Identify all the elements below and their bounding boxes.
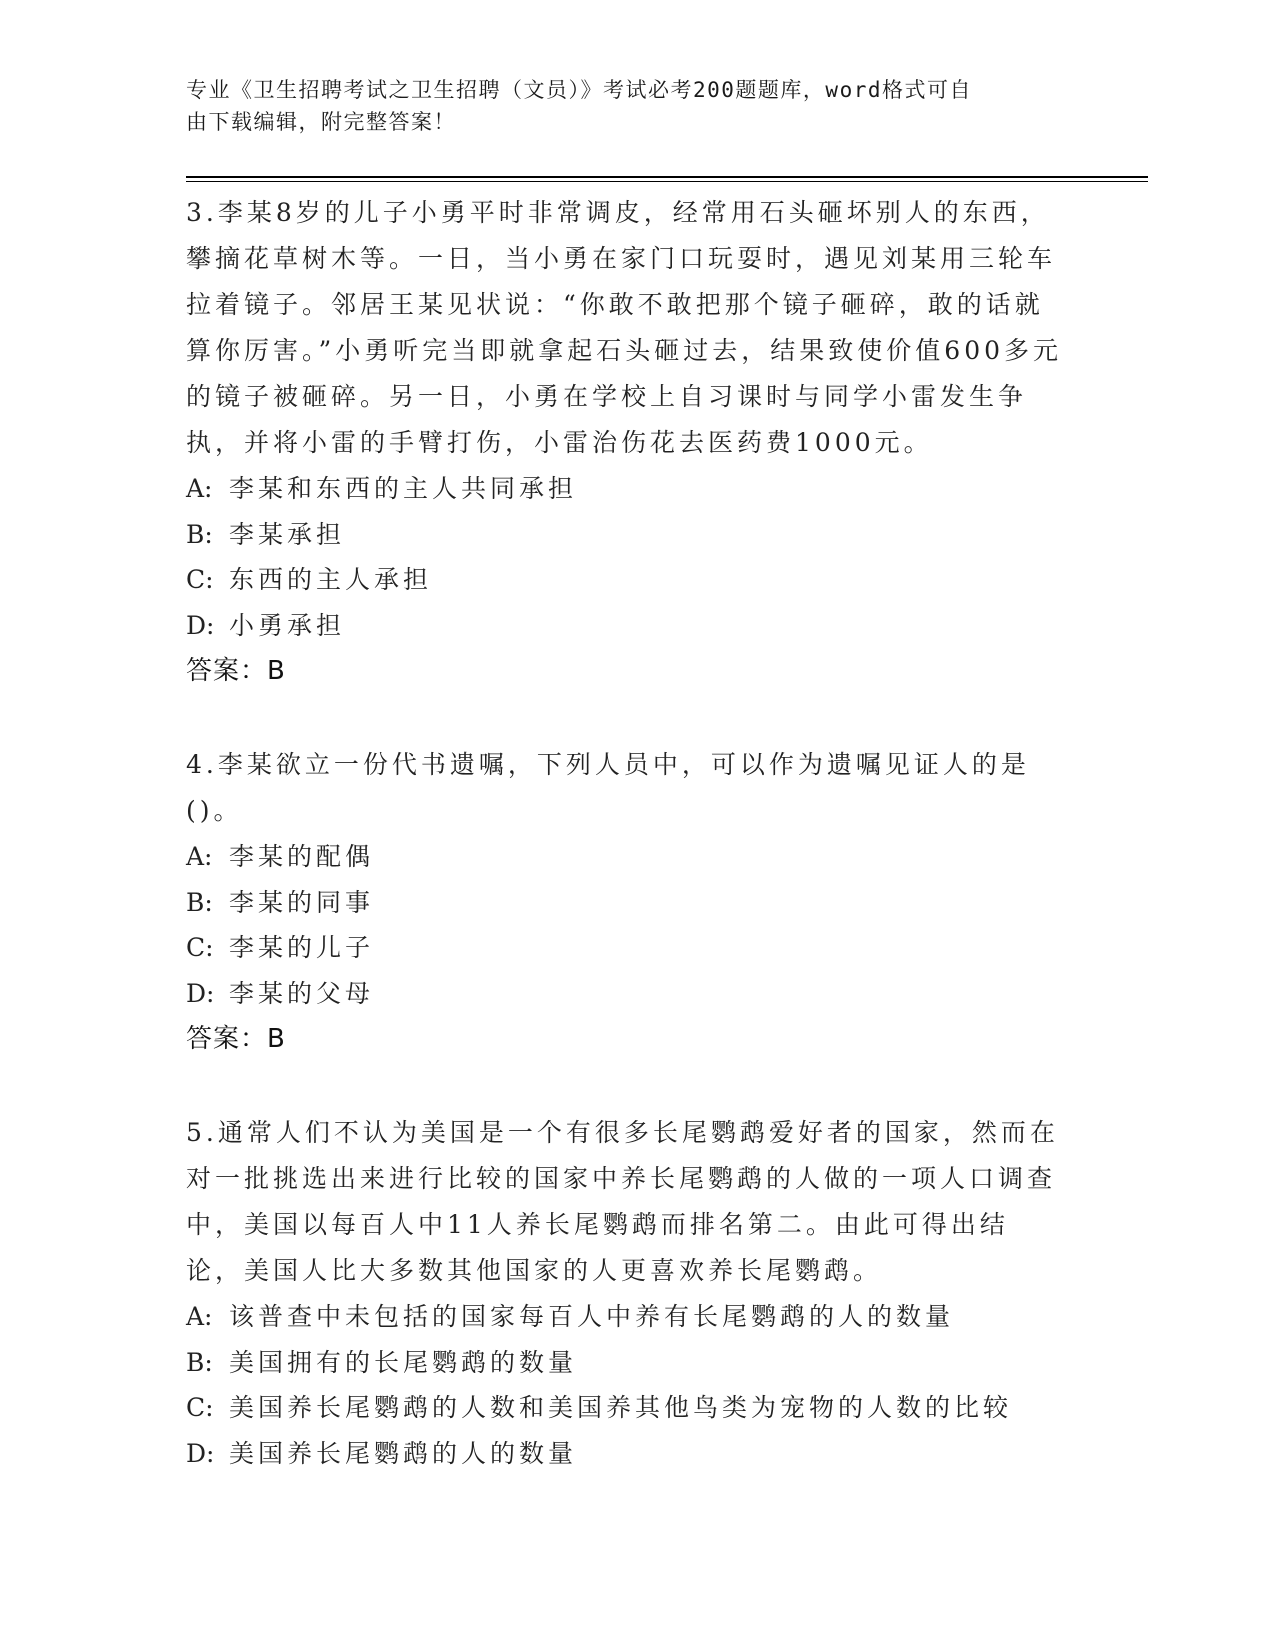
option-key: C: xyxy=(186,1393,214,1422)
option-a xyxy=(186,1294,1066,1340)
option-text: 该普查中未包括的国家每百人中养有长尾鹦鹉的人的数量 xyxy=(229,1302,955,1331)
option-key: C: xyxy=(186,565,214,594)
option-key: D: xyxy=(186,610,215,640)
option-text: 李某的儿子 xyxy=(229,933,375,962)
header-line-2: 由下载编辑，附完整答案！ xyxy=(186,110,456,134)
option-c xyxy=(186,925,1066,971)
option-key: A: xyxy=(186,842,213,871)
option-b xyxy=(186,512,1066,558)
option-text: 东西的主人承担 xyxy=(229,565,433,594)
option-key: B: xyxy=(186,887,213,917)
option-d xyxy=(186,603,1066,649)
option-text: 李某的父母 xyxy=(229,978,375,1008)
header-rule-thin xyxy=(186,181,1148,182)
question-text: 5.通常人们不认为美国是一个有很多长尾鹦鹉爱好者的国家，然而在对一批挑选出来进行比较的国家中养长尾鹦鹉的人做的一项人口调查中，美国以每百人中11人养长尾鹦鹉而排名第二。由此可得出结论，美国人比大多数其他国家的人更喜欢养长尾鹦鹉。 xyxy=(186,1118,1059,1285)
option-d xyxy=(186,1431,1066,1477)
option-c xyxy=(186,1385,1066,1431)
option-d xyxy=(186,971,1066,1017)
option-key: B: xyxy=(186,1347,213,1377)
option-key: B: xyxy=(186,519,213,549)
option-key: A: xyxy=(186,1302,213,1331)
option-key: A: xyxy=(186,474,213,503)
option-key: C: xyxy=(186,933,214,962)
option-b xyxy=(186,1340,1066,1386)
document-header xyxy=(186,74,1066,138)
option-text: 李某的配偶 xyxy=(229,842,375,871)
option-text: 李某承担 xyxy=(229,519,346,549)
question-3 xyxy=(186,190,1066,694)
spacer xyxy=(186,1062,1066,1110)
option-a xyxy=(186,834,1066,880)
option-c xyxy=(186,557,1066,603)
question-text: 3.李某8岁的儿子小勇平时非常调皮，经常用石头砸坏别人的东西，攀摘花草树木等。一日，当小勇在家门口玩耍时，遇见刘某用三轮车拉着镜子。邻居王某见状说：“你敢不敢把那个镜子砸碎，敢的话就算你厉害。”小勇听完当即就拿起石头砸过去，结果致使价值600多元的镜子被砸碎。另一日，小勇在学校上自习课时与同学小雷发生争执，并将小雷的手臂打伤，小雷治伤花去医药费1000元。 xyxy=(186,198,1063,457)
option-text: 美国养长尾鹦鹉的人的数量 xyxy=(229,1438,578,1468)
header-rule-thick xyxy=(186,176,1148,178)
option-key: D: xyxy=(186,978,215,1008)
option-text: 小勇承担 xyxy=(229,610,346,640)
header-line-1: 专业《卫生招聘考试之卫生招聘（文员）》考试必考200题题库，word格式可自 xyxy=(186,78,972,102)
answer-line: 答案：B xyxy=(186,656,286,686)
option-key: D: xyxy=(186,1438,215,1468)
option-text: 李某的同事 xyxy=(229,887,375,917)
answer-line: 答案：B xyxy=(186,1024,286,1054)
option-text: 美国养长尾鹦鹉的人数和美国养其他鸟类为宠物的人数的比较 xyxy=(229,1393,1013,1422)
spacer xyxy=(186,694,1066,742)
option-b xyxy=(186,880,1066,926)
option-text: 美国拥有的长尾鹦鹉的数量 xyxy=(229,1347,578,1377)
question-4 xyxy=(186,742,1066,1062)
question-text: 4.李某欲立一份代书遗嘱，下列人员中，可以作为遗嘱见证人的是()。 xyxy=(186,750,1030,825)
question-5 xyxy=(186,1110,1066,1476)
question-list xyxy=(186,190,1066,1476)
option-a xyxy=(186,466,1066,512)
option-text: 李某和东西的主人共同承担 xyxy=(229,474,578,503)
